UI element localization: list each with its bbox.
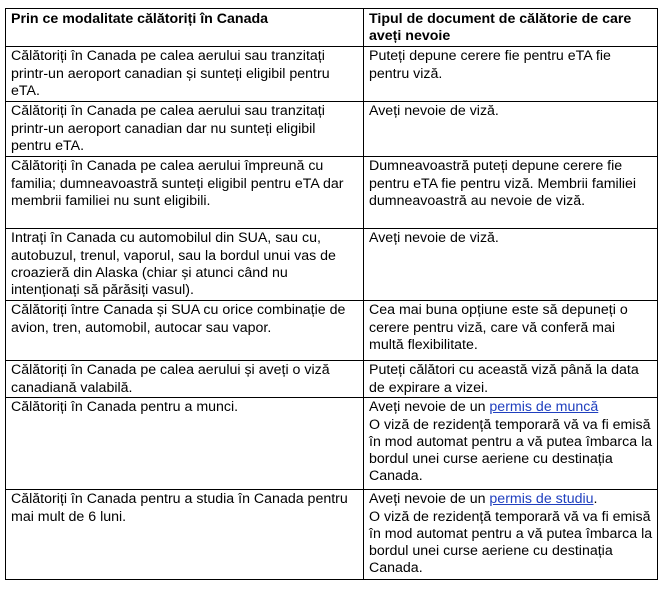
cell-document-type: Aveți nevoie de viză.: [364, 102, 658, 157]
cell-travel-mode: Călătoriți între Canada și SUA cu orice combinație de avion, tren, automobil, autocar sau vapor.: [6, 301, 364, 361]
cell-travel-mode: Călătoriți în Canada pentru a studia în Canada pentru mai mult de 6 luni.: [6, 490, 364, 580]
work-permit-link[interactable]: permis de muncă: [489, 399, 599, 416]
cell-document-type: Aveți nevoie de un permis de studiu. O viză de rezidență temporară vă va fi emisă în mod automat pentru a vă putea îmbarca la bordul unei curse aeriene cu destinația Canada.: [364, 490, 658, 580]
cell-travel-mode: Călătoriți în Canada pe calea aerului și aveți o viză canadiană valabilă.: [6, 361, 364, 398]
cell-travel-mode: Călătoriți în Canada pe calea aerului împreună cu familia; dumneavoastră sunteți eligibil pentru eTA dar membrii familiei nu sunt eligibili.: [6, 157, 364, 229]
table-row: [6, 102, 658, 157]
table-row: [6, 157, 658, 229]
cell-document-type: Dumneavoastră puteți depune cerere fie pentru eTA fie pentru viză. Membrii familiei dumneavoastră au nevoie de viză.: [364, 157, 658, 229]
cell-travel-mode: Călătoriți în Canada pentru a munci.: [6, 398, 364, 490]
cell-travel-mode: Intrați în Canada cu automobilul din SUA, sau cu, autobuzul, trenul, vaporul, sau la bordul unui vas de croazieră din Alaska (chiar și atunci când nu intenționați să părăsiți vasul).: [6, 229, 364, 301]
header-travel-mode: Prin ce modalitate călătoriți în Canada: [6, 9, 364, 47]
cell-travel-mode: Călătoriți în Canada pe calea aerului sau tranzitați printr-un aeroport canadian dar nu sunteți eligibil pentru eTA.: [6, 102, 364, 157]
table-row: [6, 490, 658, 580]
table-row: [6, 361, 658, 398]
table-row: [6, 301, 658, 361]
cell-document-type: Cea mai buna opțiune este să depuneți o cerere pentru viză, care vă conferă mai multă flexibilitate.: [364, 301, 658, 361]
travel-document-table-wrapper: [5, 8, 657, 580]
table-row: [6, 47, 658, 102]
table-header-row: [6, 9, 658, 47]
cell-document-type: Aveți nevoie de viză.: [364, 229, 658, 301]
cell-document-type: Puteți călători cu această viză până la data de expirare a vizei.: [364, 361, 658, 398]
table-row: [6, 398, 658, 490]
table-row: [6, 229, 658, 301]
travel-document-table: [5, 8, 658, 580]
header-document-type: Tipul de document de călătorie de care aveți nevoie: [364, 9, 658, 47]
cell-document-type: Puteți depune cerere fie pentru eTA fie pentru viză.: [364, 47, 658, 102]
cell-document-type: Aveți nevoie de un permis de muncă O viză de rezidență temporară vă va fi emisă în mod automat pentru a vă putea îmbarca la bordul unei curse aeriene cu destinația Canada.: [364, 398, 658, 490]
study-permit-link[interactable]: permis de studiu: [489, 491, 594, 508]
cell-travel-mode: Călătoriți în Canada pe calea aerului sau tranzitați printr-un aeroport canadian și sunteți eligibil pentru eTA.: [6, 47, 364, 102]
